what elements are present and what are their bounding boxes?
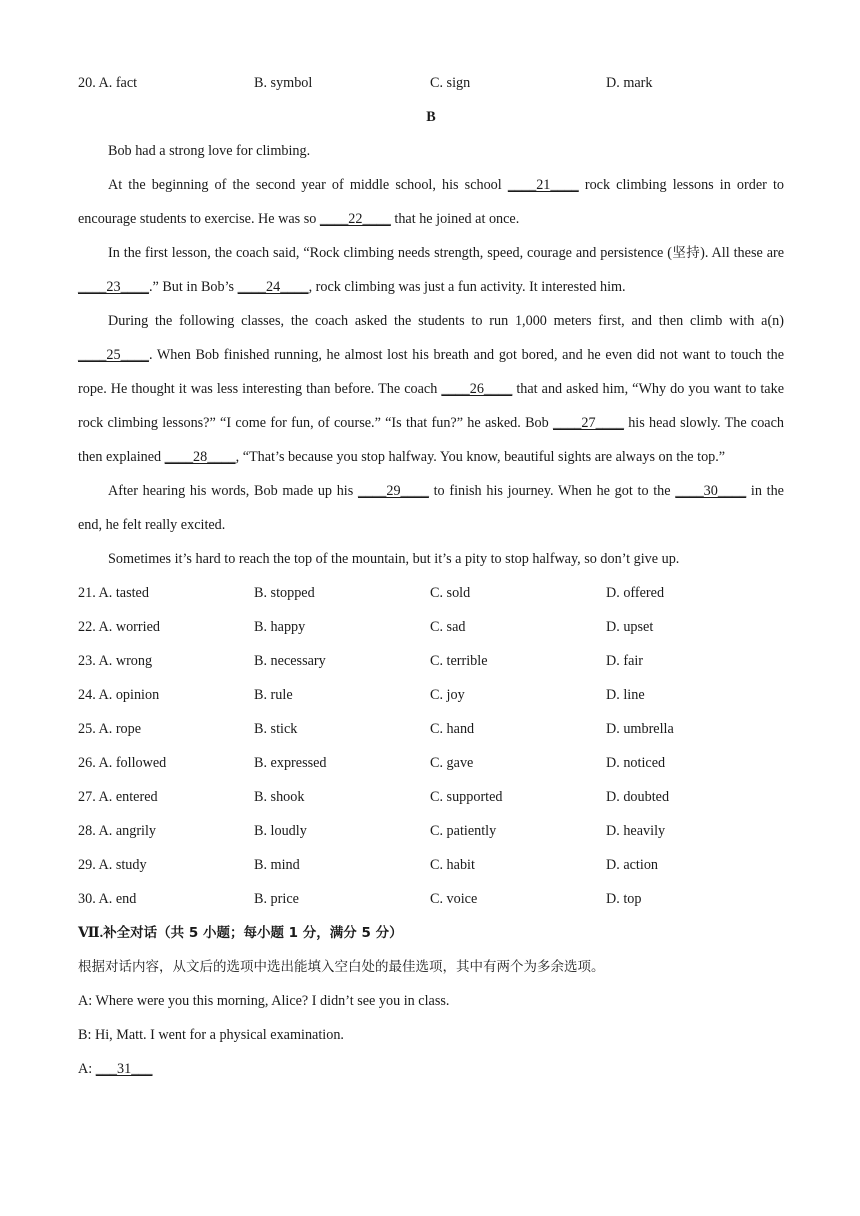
option-b: B. stick: [254, 720, 298, 737]
option-a: 27. A. entered: [78, 788, 158, 805]
option-c: C. voice: [430, 890, 478, 907]
blank-31: ___31___: [95, 1061, 153, 1077]
option-d: D. fair: [606, 652, 644, 669]
option-a: 26. A. followed: [78, 754, 167, 771]
option-d: D. top: [606, 890, 642, 907]
option-c: C. hand: [430, 720, 475, 737]
option-d: D. line: [606, 686, 645, 703]
blank-22: ____22____: [319, 211, 391, 227]
section-b-heading: B: [426, 109, 436, 125]
option-b: B. loudly: [254, 822, 307, 839]
passage-paragraph-2: At the beginning of the second year of middle school, his school ____21____ rock climbing lessons in order to encourage students to exercise. He was so ____22____ that he joined at once.: [78, 177, 784, 227]
option-row: [78, 814, 784, 848]
option-row: [78, 712, 784, 746]
option-a: 22. A. worried: [78, 618, 160, 635]
blank-21: ____21____: [507, 177, 579, 193]
option-b: B. shook: [254, 788, 305, 805]
options-list: [78, 576, 784, 916]
section-7-heading: [78, 916, 784, 950]
passage-paragraph-5: After hearing his words, Bob made up his ____29____ to finish his journey. When he got to the ____30____ in the end, he felt really excited.: [78, 483, 784, 533]
option-b: B. expressed: [254, 754, 327, 771]
option-a: 24. A. opinion: [78, 686, 160, 703]
option-a: 20. A. fact: [78, 74, 138, 91]
option-row: [78, 780, 784, 814]
option-d: D. noticed: [606, 754, 666, 771]
option-d: D. action: [606, 856, 659, 873]
option-d: D. doubted: [606, 788, 670, 805]
option-row: [78, 576, 784, 610]
section-7-title: 补全对话（共 5 小题；每小题 1 分，满分 5 分）: [103, 925, 403, 941]
option-c: C. sold: [430, 584, 471, 601]
option-row: [78, 610, 784, 644]
dialog-line: A: Where were you this morning, Alice? I didn’t see you in class.: [78, 993, 450, 1009]
option-row-20: [78, 66, 784, 100]
option-d: D. offered: [606, 584, 665, 601]
blank-27: ____27____: [553, 415, 624, 431]
option-a: 30. A. end: [78, 890, 137, 907]
passage-paragraph-4: During the following classes, the coach asked the students to run 1,000 meters first, and then climb with a(n) ____25____. When Bob finished running, he almost lost his breath and got bored, and he even did not want to touch the rope. He thought it was less interesting than before. The coach ____26____ that and asked him, “Why do you want to take rock climbing lessons?” “I come for fun, of course.” “Is that fun?” he asked. Bob ____27____ his head slowly. The coach then explained ____28____, “That’s because you stop halfway. You know, beautiful sights are always on the top.”: [78, 313, 784, 465]
passage-paragraph-1: Bob had a strong love for climbing.: [108, 143, 311, 159]
option-b: B. symbol: [254, 74, 313, 91]
passage-paragraph-6: Sometimes it’s hard to reach the top of the mountain, but it’s a pity to stop halfway, so don’t give up.: [108, 551, 680, 567]
blank-23: ____23____: [78, 279, 149, 295]
option-b: B. stopped: [254, 584, 315, 601]
section-7-instruction: 根据对话内容，从文后的选项中选出能填入空白处的最佳选项，其中有两个为多余选项。: [78, 959, 605, 975]
blank-24: ____24____: [237, 279, 309, 295]
passage-paragraph-3: In the first lesson, the coach said, “Rock climbing needs strength, speed, courage and persistence (坚持). All these are ____23____.” But in Bob’s ____24____, rock climbing was just a fun activity. It interested him.: [78, 245, 785, 295]
option-b: B. rule: [254, 686, 293, 703]
option-a: 25. A. rope: [78, 720, 142, 737]
option-b: B. mind: [254, 856, 300, 873]
option-c: C. sign: [430, 74, 471, 91]
option-b: B. price: [254, 890, 299, 907]
dialog-line: B: Hi, Matt. I went for a physical examination.: [78, 1027, 344, 1043]
option-c: C. patiently: [430, 822, 497, 839]
option-a: 29. A. study: [78, 856, 147, 873]
blank-25: ____25____: [78, 347, 149, 363]
option-a: 23. A. wrong: [78, 652, 153, 669]
option-row: [78, 678, 784, 712]
option-row: [78, 644, 784, 678]
blank-28: ____28____: [164, 449, 236, 465]
option-c: C. sad: [430, 618, 466, 635]
option-d: D. mark: [606, 74, 653, 91]
option-a: 28. A. angrily: [78, 822, 157, 839]
blank-29: ____29____: [357, 483, 429, 499]
exam-page: [78, 66, 784, 1086]
option-d: D. upset: [606, 618, 654, 635]
section-7-numeral: Ⅶ.: [78, 925, 104, 941]
cjk-gloss: 坚持: [671, 245, 701, 261]
dialog-line: A: ___31___: [78, 1061, 153, 1077]
option-row: [78, 746, 784, 780]
option-c: C. gave: [430, 754, 474, 771]
option-a: 21. A. tasted: [78, 584, 149, 601]
option-c: C. terrible: [430, 652, 488, 669]
blank-26: ____26____: [441, 381, 513, 397]
option-b: B. happy: [254, 618, 306, 635]
option-d: D. umbrella: [606, 720, 674, 737]
option-b: B. necessary: [254, 652, 326, 669]
option-row: [78, 882, 784, 916]
blank-30: ____30____: [675, 483, 747, 499]
option-c: C. supported: [430, 788, 503, 805]
option-c: C. joy: [430, 686, 465, 703]
option-d: D. heavily: [606, 822, 666, 839]
option-c: C. habit: [430, 856, 475, 873]
option-row: [78, 848, 784, 882]
